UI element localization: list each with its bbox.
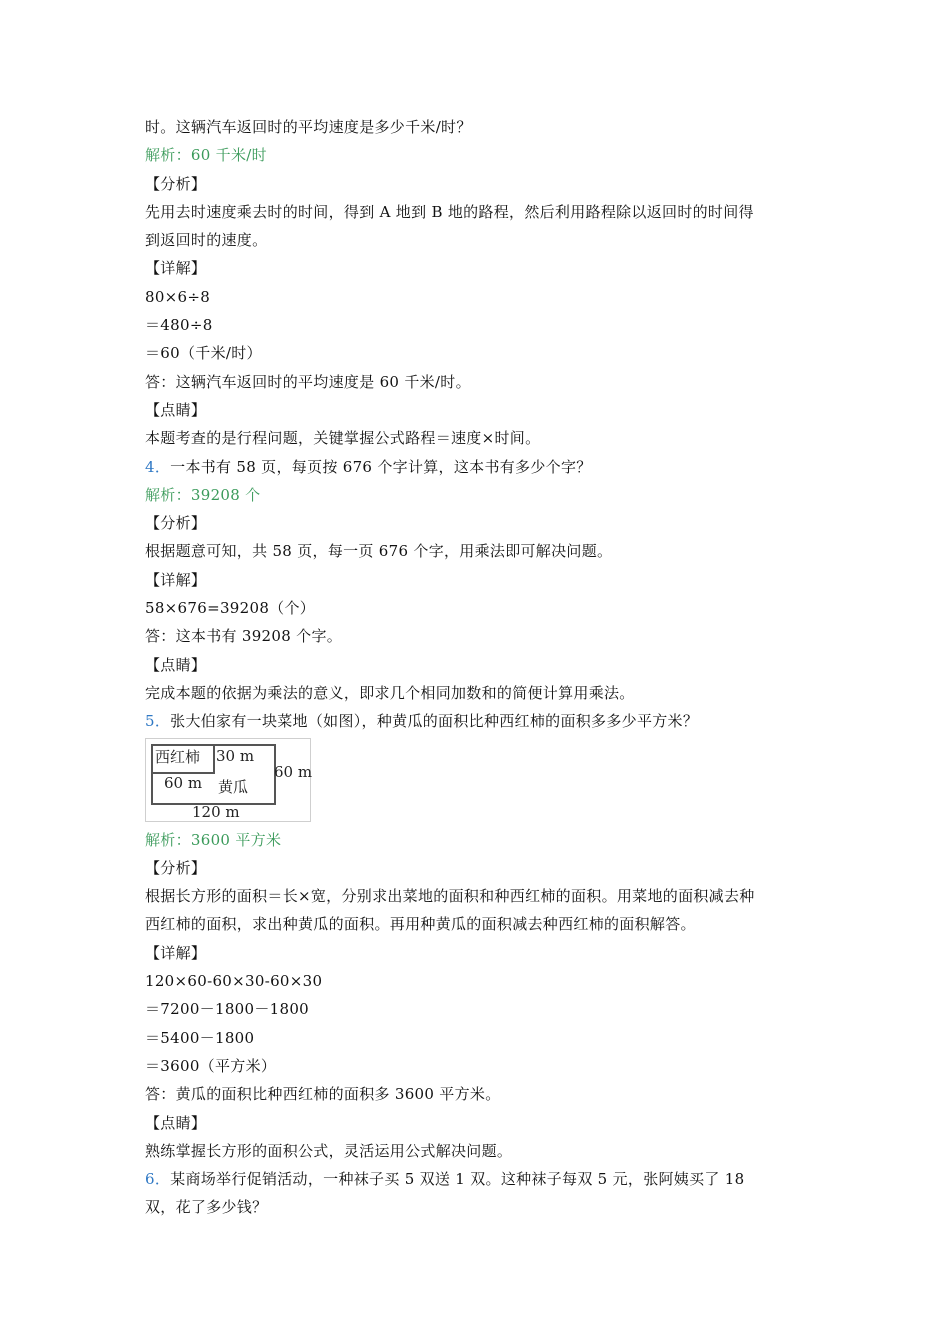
text-line: 答：这辆汽车返回时的平均速度是 60 千米/时。 <box>145 372 471 391</box>
answer-line: 解析：60 千米/时 <box>145 146 267 165</box>
tomato-label: 西红柿 <box>155 747 201 766</box>
vegetable-plot-figure <box>145 738 311 822</box>
section-heading: 【分析】 <box>145 174 207 193</box>
question-text: 张大伯家有一块菜地（如图），种黄瓜的面积比种西红柿的面积多多少平方米？ <box>170 712 699 731</box>
section-heading: 【点睛】 <box>145 655 207 674</box>
cucumber-label: 黄瓜 <box>218 777 249 796</box>
equation-line: ＝3600（平方米） <box>145 1056 277 1075</box>
question-4 <box>145 453 815 481</box>
text-line: 根据长方形的面积＝长×宽，分别求出菜地的面积和种西红柿的面积。用菜地的面积减去种 <box>145 887 755 906</box>
question-number: 4． <box>145 457 171 476</box>
equation-line: ＝60（千米/时） <box>145 344 262 363</box>
document-content <box>145 113 815 1222</box>
text-line: 西红柿的面积，求出种黄瓜的面积。再用种黄瓜的面积减去种西红柿的面积解答。 <box>145 915 696 934</box>
equation-line: 80×6÷8 <box>145 287 211 306</box>
text-line: 先用去时速度乘去时的时间，得到 A 地到 B 地的路程，然后利用路程除以返回时的时间得 <box>145 202 754 221</box>
question-5 <box>145 707 815 735</box>
question-number: 6． <box>145 1170 171 1189</box>
equation-line: ＝7200－1800－1800 <box>145 1000 310 1019</box>
section-heading: 【分析】 <box>145 858 207 877</box>
dim-60-right-label: 60 m <box>274 762 313 781</box>
equation-line: ＝5400－1800 <box>145 1028 255 1047</box>
text-line: 熟练掌握长方形的面积公式，灵活运用公式解决问题。 <box>145 1141 513 1160</box>
text-line: 完成本题的依据为乘法的意义，即求几个相同加数和的简便计算用乘法。 <box>145 683 635 702</box>
dim-120-label: 120 m <box>192 802 240 821</box>
text-line: 本题考查的是行程问题，关键掌握公式路程＝速度×时间。 <box>145 429 541 448</box>
section-heading: 【详解】 <box>145 259 207 278</box>
section-heading: 【点睛】 <box>145 1113 207 1132</box>
section-heading: 【详解】 <box>145 570 207 589</box>
answer-line: 解析：39208 个 <box>145 485 261 504</box>
dim-60-left-label: 60 m <box>164 773 203 792</box>
section-heading: 【分析】 <box>145 514 207 533</box>
question-text: 某商场举行促销活动，一种袜子买 5 双送 1 双。这种袜子每双 5 元，张阿姨买了 18 <box>170 1170 745 1189</box>
section-heading: 【详解】 <box>145 943 207 962</box>
text-line: 双，花了多少钱？ <box>145 1198 268 1217</box>
dim-30-label: 30 m <box>216 746 255 765</box>
text-line: 根据题意可知，共 58 页，每一页 676 个字，用乘法即可解决问题。 <box>145 542 613 561</box>
question-number: 5． <box>145 712 171 731</box>
equation-line: 58×676=39208（个） <box>145 599 316 618</box>
text-line: 答：这本书有 39208 个字。 <box>145 627 343 646</box>
text-line: 答：黄瓜的面积比种西红柿的面积多 3600 平方米。 <box>145 1085 501 1104</box>
question-text: 一本书有 58 页，每页按 676 个字计算，这本书有多少个字？ <box>170 457 592 476</box>
equation-line: 120×60-60×30-60×30 <box>145 972 323 991</box>
answer-line: 解析：3600 平方米 <box>145 830 282 849</box>
section-heading: 【点睛】 <box>145 400 207 419</box>
equation-line: ＝480÷8 <box>145 316 213 335</box>
question-6 <box>145 1165 815 1193</box>
text-line: 到返回时的速度。 <box>145 231 268 250</box>
text-line: 时。这辆汽车返回时的平均速度是多少千米/时？ <box>145 118 472 136</box>
